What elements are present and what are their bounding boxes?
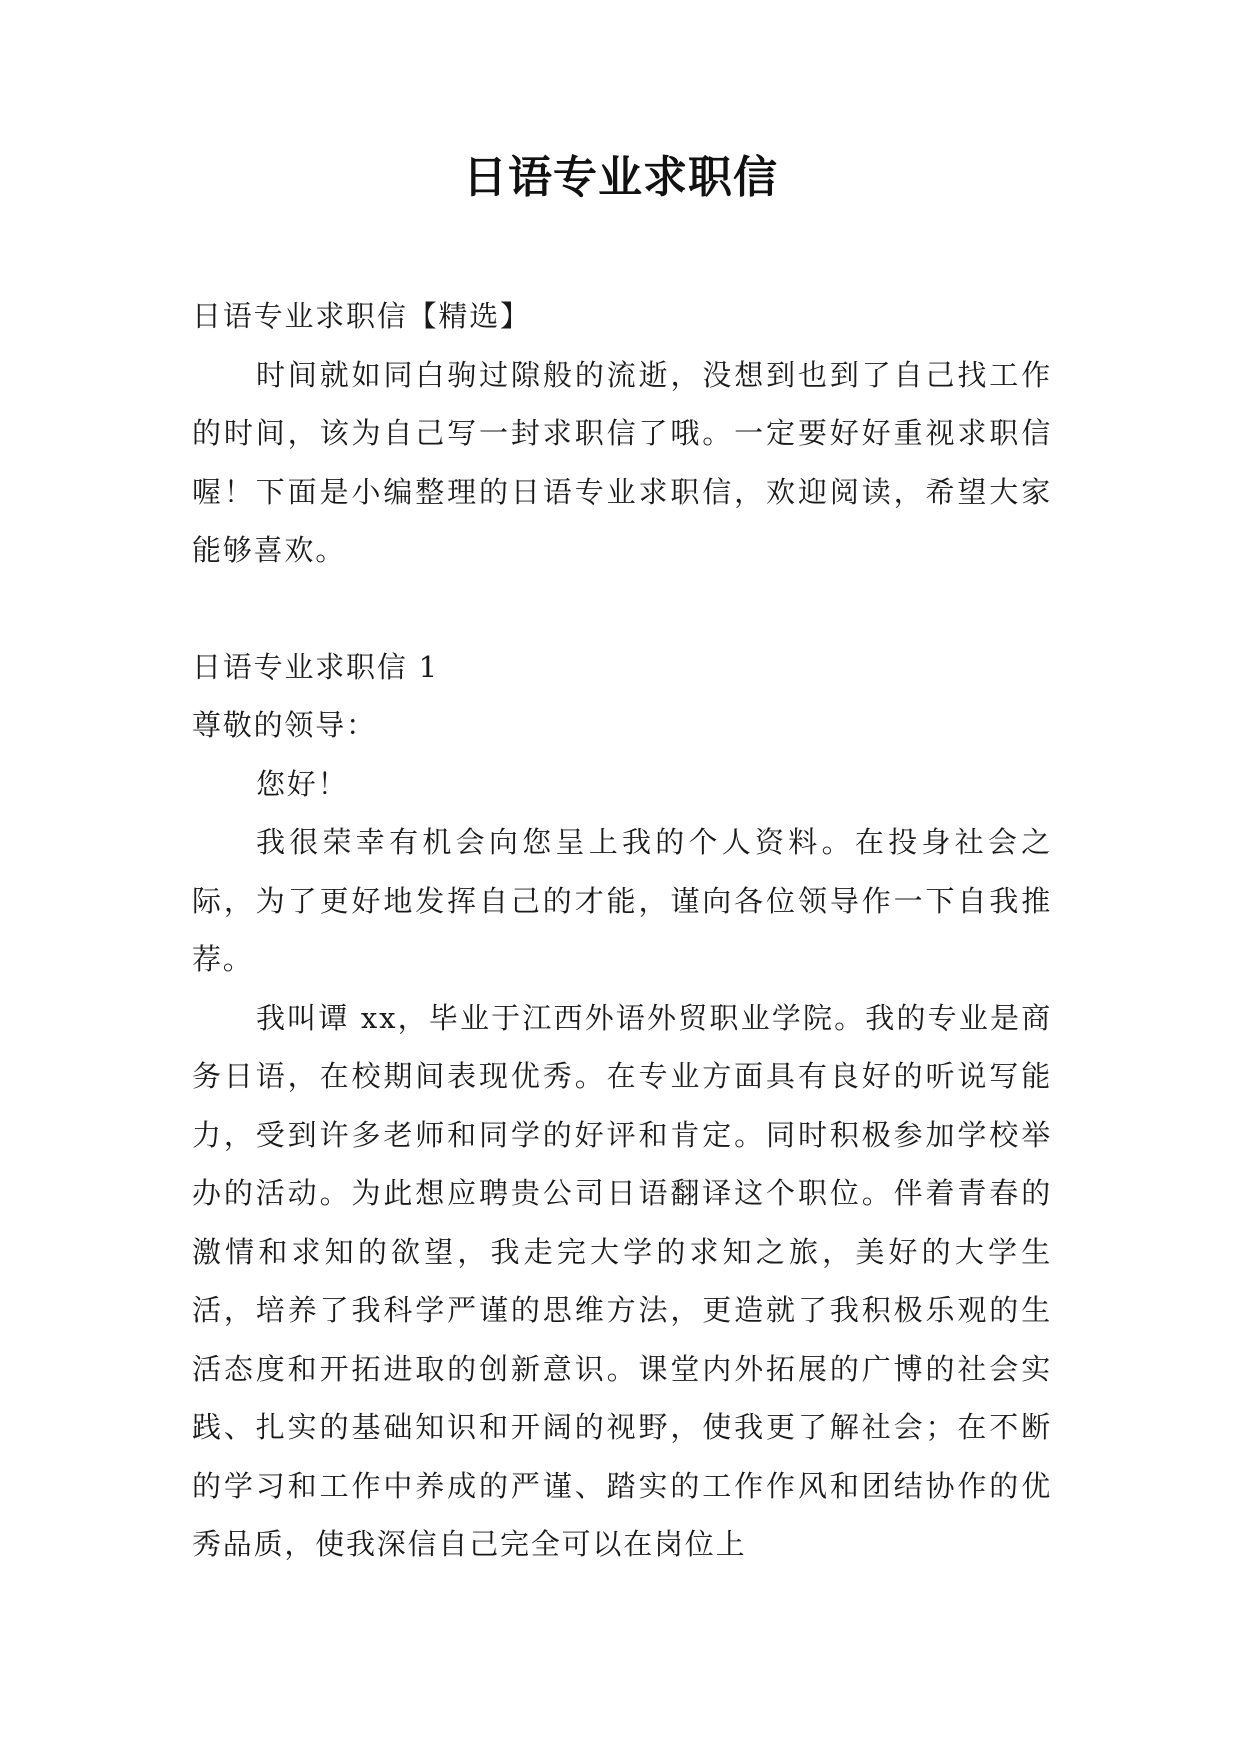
body-paragraph-1: 我很荣幸有机会向您呈上我的个人资料。在投身社会之际，为了更好地发挥自己的才能，谨向各位领导作一下自我推荐。 — [192, 825, 1052, 976]
section-gap — [192, 580, 1052, 638]
greeting: 您好！ — [256, 766, 349, 801]
document-body — [192, 287, 1052, 1574]
document-title: 日语专业求职信 — [463, 152, 778, 203]
salutation: 尊敬的领导： — [192, 708, 377, 742]
body-paragraph-2: 我叫谭 xx，毕业于江西外语外贸职业学院。我的专业是商务日语，在校期间表现优秀。在专业方面具有良好的听说写能力，受到许多老师和同学的好评和肯定。同时积极参加学校举办的活动。为此想应聘贵公司日语翻译这个职位。伴着青春的激情和求知的欲望，我走完大学的求知之旅，美好的大学生活，培养了我科学严谨的思维方法，更造就了我积极乐观的生活态度和开拓进取的创新意识。课堂内外拓展的广博的社会实践、扎实的基础知识和开阔的视野，使我更了解社会；在不断的学习和工作中养成的严谨、踏实的工作作风和团结协作的优秀品质，使我深信自己完全可以在岗位上 — [192, 1000, 1052, 1561]
letter-heading: 日语专业求职信 1 — [192, 649, 439, 684]
intro-paragraph: 时间就如同白驹过隙般的流逝，没想到也到了自己找工作的时间，该为自己写一封求职信了哦。一定要好好重视求职信喔！下面是小编整理的日语专业求职信，欢迎阅读，希望大家能够喜欢。 — [192, 357, 1052, 567]
document-subtitle: 日语专业求职信【精选】 — [192, 299, 531, 333]
